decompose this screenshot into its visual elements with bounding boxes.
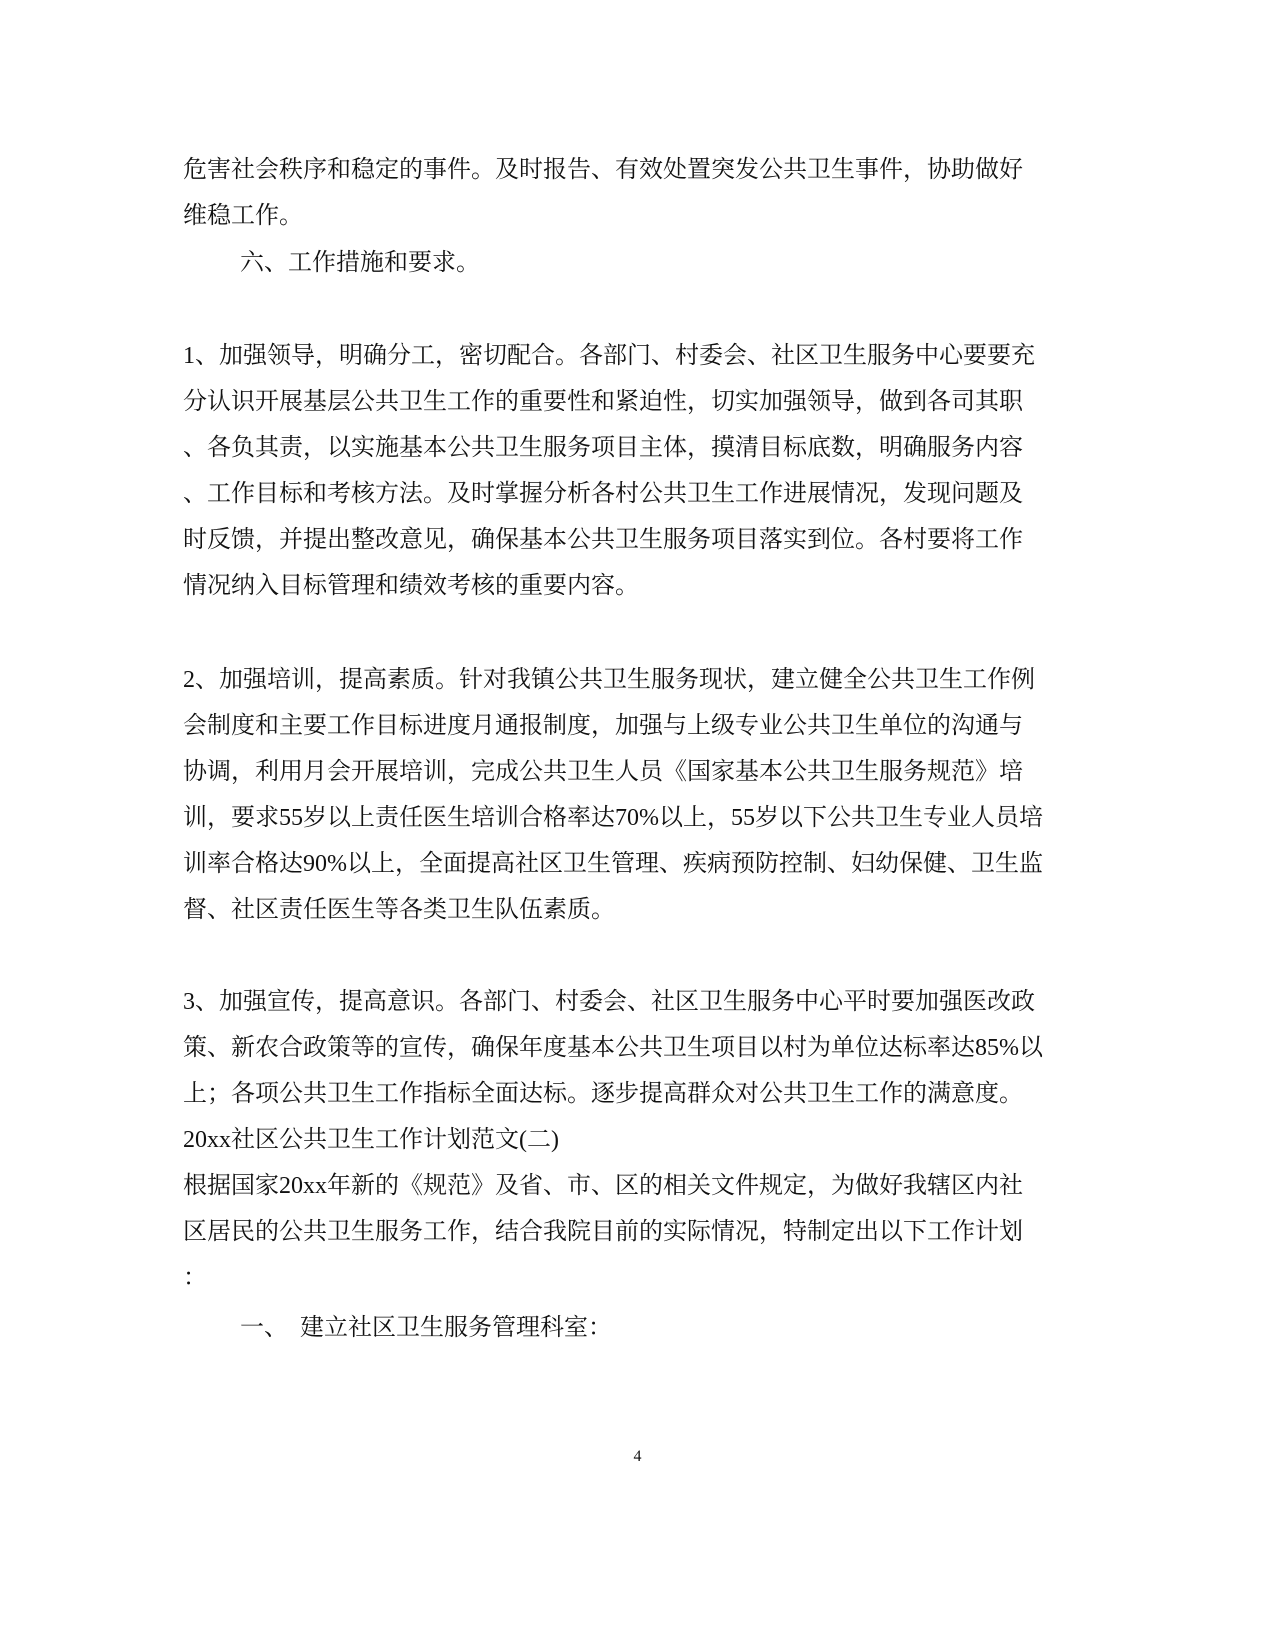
text-line: 、各负其责，以实施基本公共卫生服务项目主体，摸清目标底数，明确服务内容 (183, 435, 1023, 461)
text-line: 危害社会秩序和稳定的事件。及时报告、有效处置突发公共卫生事件，协助做好 (183, 157, 1023, 183)
section-heading: 六、工作措施和要求。 (240, 250, 480, 276)
text-line: 区居民的公共卫生服务工作，结合我院目前的实际情况，特制定出以下工作计划 (183, 1219, 1023, 1245)
text-line: ： (183, 1265, 207, 1291)
text-line: 时反馈，并提出整改意见，确保基本公共卫生服务项目落实到位。各村要将工作 (183, 527, 1023, 553)
text-line: 2、加强培训，提高素质。针对我镇公共卫生服务现状，建立健全公共卫生工作例 (183, 667, 1035, 693)
document-subtitle: 20xx社区公共卫生工作计划范文(二) (183, 1127, 559, 1153)
text-line: 会制度和主要工作目标进度月通报制度，加强与上级专业公共卫生单位的沟通与 (183, 713, 1023, 739)
text-line: 、工作目标和考核方法。及时掌握分析各村公共卫生工作进展情况，发现问题及 (183, 481, 1023, 507)
text-line: 督、社区责任医生等各类卫生队伍素质。 (183, 897, 615, 923)
text-line: 训率合格达90%以上，全面提高社区卫生管理、疾病预防控制、妇幼保健、卫生监 (183, 851, 1043, 877)
text-line: 3、加强宣传，提高意识。各部门、村委会、社区卫生服务中心平时要加强医改政 (183, 989, 1035, 1015)
text-line: 分认识开展基层公共卫生工作的重要性和紧迫性，切实加强领导，做到各司其职 (183, 389, 1023, 415)
text-line: 策、新农合政策等的宣传，确保年度基本公共卫生项目以村为单位达标率达85%以 (183, 1035, 1043, 1061)
section-heading: 一、 建立社区卫生服务管理科室： (240, 1315, 612, 1341)
text-line: 上；各项公共卫生工作指标全面达标。逐步提高群众对公共卫生工作的满意度。 (183, 1081, 1023, 1107)
text-line: 1、加强领导，明确分工，密切配合。各部门、村委会、社区卫生服务中心要要充 (183, 343, 1035, 369)
text-line: 情况纳入目标管理和绩效考核的重要内容。 (183, 573, 639, 599)
text-line: 维稳工作。 (183, 203, 303, 229)
text-line: 训，要求55岁以上责任医生培训合格率达70%以上，55岁以下公共卫生专业人员培 (183, 805, 1043, 831)
text-line: 根据国家20xx年新的《规范》及省、市、区的相关文件规定，为做好我辖区内社 (183, 1173, 1023, 1199)
page-number: 4 (633, 1448, 642, 1465)
text-line: 协调，利用月会开展培训，完成公共卫生人员《国家基本公共卫生服务规范》培 (183, 759, 1023, 785)
